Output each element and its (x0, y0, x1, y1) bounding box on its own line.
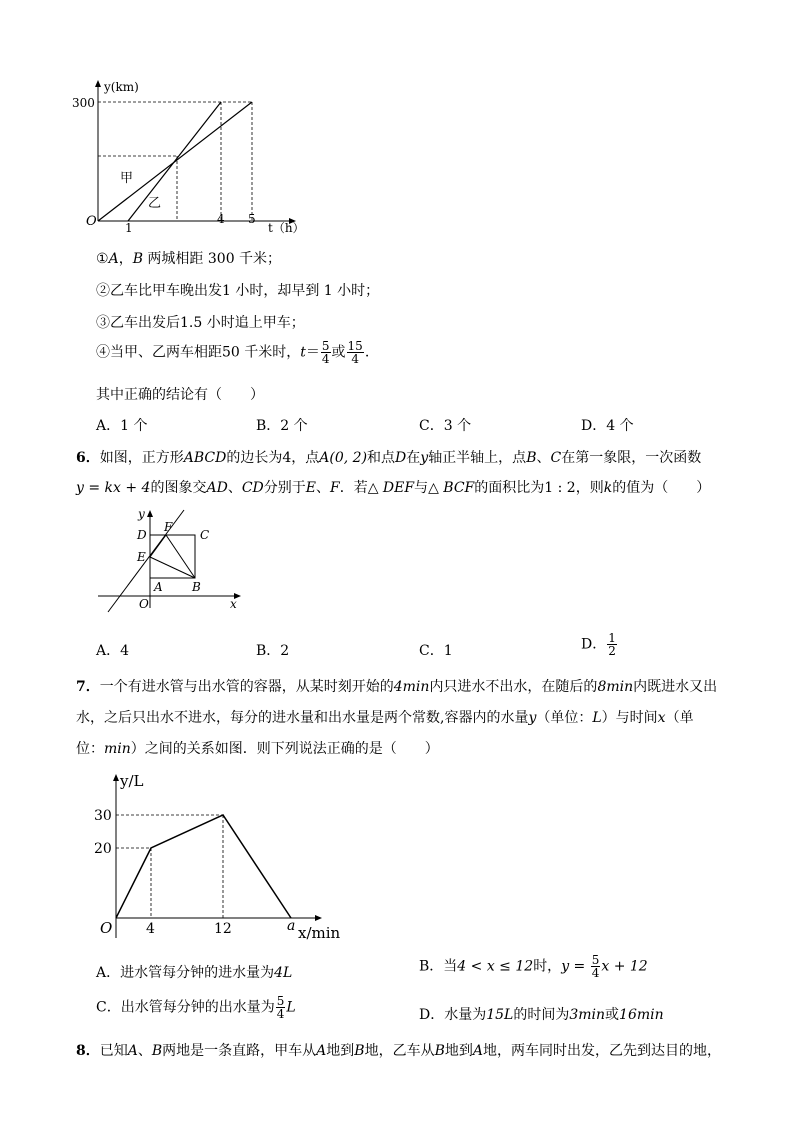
math: AD (206, 480, 228, 496)
q5-distance-time-graph (60, 76, 310, 238)
denominator: 4 (591, 966, 600, 980)
text: D．水量为 (419, 1007, 487, 1023)
line-yi (128, 102, 221, 221)
math: A (316, 1043, 327, 1059)
text: 地到 (326, 1043, 355, 1059)
statement-text: 乙车出发后1.5 小时追上甲车； (110, 315, 305, 331)
q6-square-figure (94, 504, 250, 616)
text: 或 (605, 1007, 620, 1023)
q6-number: 6． (76, 450, 100, 466)
math: △ DEF (367, 480, 415, 496)
marker-3: ③ (96, 315, 110, 331)
q5-y-axis-label: y(km) (104, 80, 139, 94)
text: 的面积比为1 : 2，则 (474, 480, 604, 496)
volume-line (116, 815, 291, 918)
text: 已知 (99, 1043, 128, 1059)
fraction-5-4 (591, 954, 601, 979)
marker-1: ① (96, 251, 109, 267)
q7-line-1 (76, 676, 717, 696)
math: F (329, 480, 340, 496)
q6-option-c[interactable]: C．1 (419, 643, 453, 659)
math: y = kx + 4 (76, 480, 151, 496)
math: ABCD (183, 450, 227, 466)
math: D (395, 450, 407, 466)
math: x + 12 (601, 958, 648, 975)
fraction-15-4 (347, 340, 364, 365)
q7-number: 7． (76, 679, 100, 695)
text: 在 (406, 450, 421, 466)
math: B (151, 1043, 163, 1059)
text: ．若 (339, 480, 368, 496)
fraction-5-4 (321, 340, 331, 365)
q6-line-2 (76, 477, 710, 497)
text: 轴正半轴上，点 (428, 450, 527, 466)
q5-statement-2 (96, 280, 379, 300)
or-text: 或 (331, 344, 346, 361)
q5-y-tick-300: 300 (72, 96, 95, 110)
fig6-C: C (200, 528, 210, 542)
text: 与 (414, 480, 429, 496)
q5-origin: O (86, 214, 97, 229)
q7-line-2 (76, 707, 694, 727)
text: 和点 (367, 450, 396, 466)
q5-x-tick-5: 5 (248, 212, 256, 226)
q7-option-b[interactable] (419, 954, 648, 979)
q6-line-1 (76, 447, 701, 467)
point-b: B (132, 251, 143, 267)
math: E (305, 480, 316, 496)
math: y (528, 710, 537, 726)
sep: ， (118, 251, 133, 267)
text: 如图，正方形 (99, 450, 184, 466)
math: 16min (619, 1007, 664, 1023)
q6-option-d[interactable] (581, 632, 618, 657)
period: . (364, 344, 370, 361)
math: y (420, 450, 429, 466)
math: 4min (393, 679, 430, 695)
q6-option-a[interactable]: A．4 (96, 643, 130, 659)
text: 在第一象限，一次函数 (561, 450, 702, 466)
text: （单位： (536, 710, 593, 726)
q5-option-c[interactable]: C．3 个 (419, 418, 472, 434)
text: 一个有进水管与出水管的容器，从某时刻开始的 (99, 679, 394, 695)
text: C．出水管每分钟的出水量为 (96, 999, 275, 1016)
q7-water-volume-graph (92, 768, 352, 946)
q7-xa: a (287, 918, 296, 934)
text: 的边长为4，点 (226, 450, 320, 466)
text: 地到 (444, 1043, 473, 1059)
q7-y30: 30 (94, 808, 112, 824)
fig6-O: O (139, 597, 149, 611)
numerator: 5 (591, 953, 600, 967)
point-a: A (108, 251, 119, 267)
text: 两地是一条直路，甲车从 (162, 1043, 317, 1059)
q7-x-label: x/min (298, 924, 341, 942)
text: ）与时间 (601, 710, 658, 726)
math: L (286, 999, 296, 1016)
math: min (104, 741, 131, 757)
q5-label-jia: 甲 (120, 171, 134, 186)
q5-statement-4 (96, 340, 369, 365)
text: 、 (536, 450, 551, 466)
math: C (550, 450, 562, 466)
text: 位： (76, 741, 104, 757)
fig6-F: F (164, 520, 173, 534)
text: 水，之后只出水不进水，每分的进水量和出水量是两个常数,容器内的水量 (76, 710, 529, 726)
statement-text: 乙车比甲车晚出发1 小时，却早到 1 小时； (110, 283, 380, 299)
q5-x-tick-1: 1 (125, 221, 133, 235)
math: △ BCF (428, 480, 475, 496)
q5-label-yi: 乙 (148, 196, 162, 211)
fig6-x: x (230, 597, 237, 611)
math: CD (241, 480, 264, 496)
math: B (526, 450, 537, 466)
math: B (434, 1043, 445, 1059)
text: 时， (533, 958, 562, 975)
fig6-A: A (154, 580, 163, 594)
text: 地，乙车从 (364, 1043, 435, 1059)
fig6-E: E (137, 550, 146, 564)
text: （单 (665, 710, 694, 726)
text: 的值为（ ） (612, 480, 711, 496)
text: B．当 (419, 958, 458, 975)
math: A (127, 1043, 138, 1059)
text: 、 (315, 480, 330, 496)
text: 地，两车同时出发，乙先到达目的地， (483, 1043, 722, 1059)
marker-4: ④ (96, 344, 110, 361)
var-t: t (300, 344, 306, 361)
text: A．进水管每分钟的进水量为 (96, 965, 275, 981)
q7-y20: 20 (94, 841, 112, 857)
math: y = (561, 958, 590, 975)
q5-option-b[interactable]: B．2 个 (256, 418, 308, 434)
q5-x-tick-4: 4 (217, 212, 225, 226)
q7-y-label: y/L (120, 772, 144, 790)
statement-text: 当甲、乙两车相距50 千米时， (110, 344, 301, 361)
denominator: 4 (321, 352, 330, 366)
text: 内只进水不出水，在随后的 (429, 679, 598, 695)
denominator: 4 (276, 1007, 285, 1021)
numerator: 15 (347, 339, 363, 353)
math: A (472, 1043, 484, 1059)
fig6-B: B (192, 580, 201, 594)
q5-prompt: 其中正确的结论有（ ） (96, 387, 264, 403)
q6-option-b[interactable]: B．2 (256, 643, 290, 659)
text: 的图象交 (150, 480, 207, 496)
q7-x4: 4 (146, 921, 155, 937)
text: ）之间的关系如图．则下列说法正确的是（ ） (130, 741, 439, 757)
math: L (592, 710, 602, 726)
q8-line-1 (76, 1040, 721, 1060)
fig6-y: y (138, 507, 145, 521)
math: 3min (569, 1007, 606, 1023)
marker-2: ② (96, 283, 110, 299)
equals: ＝ (305, 344, 320, 361)
option-label: D． (581, 636, 607, 653)
q7-option-d[interactable] (419, 1004, 664, 1024)
numerator: 5 (321, 339, 330, 353)
math: 4 < x ≤ 12 (457, 958, 534, 975)
statement-text: 两城相距 300 千米； (142, 251, 282, 267)
fraction-5-4 (276, 995, 286, 1020)
text: 的时间为 (513, 1007, 570, 1023)
math: 4L (274, 965, 293, 981)
q5-statement-1 (96, 248, 281, 268)
q5-option-d[interactable]: D．4 个 (581, 418, 634, 434)
q5-x-axis-label: t（h） (268, 221, 305, 235)
q7-origin: O (100, 919, 113, 937)
q5-option-a[interactable]: A．1 个 (96, 418, 148, 434)
denominator: 4 (351, 352, 359, 366)
text: 、 (137, 1043, 152, 1059)
text: 分别于 (263, 480, 306, 496)
numerator: 1 (608, 631, 616, 645)
q8-number: 8． (76, 1043, 100, 1059)
fig6-D: D (137, 528, 147, 542)
math: x (657, 710, 666, 726)
denominator: 2 (608, 644, 616, 658)
math: k (603, 480, 613, 496)
math: A(0, 2) (319, 450, 368, 466)
numerator: 5 (276, 994, 285, 1008)
q7-x12: 12 (214, 921, 232, 937)
fraction-1-2 (607, 632, 617, 657)
math: 8min (597, 679, 634, 695)
math: 15L (486, 1007, 514, 1023)
q7-option-c[interactable] (96, 995, 296, 1020)
q7-option-a[interactable] (96, 962, 292, 982)
math: B (354, 1043, 365, 1059)
text: 内既进水又出 (633, 679, 718, 695)
q7-line-3 (76, 738, 439, 758)
text: 、 (227, 480, 242, 496)
q5-statement-3 (96, 312, 305, 332)
